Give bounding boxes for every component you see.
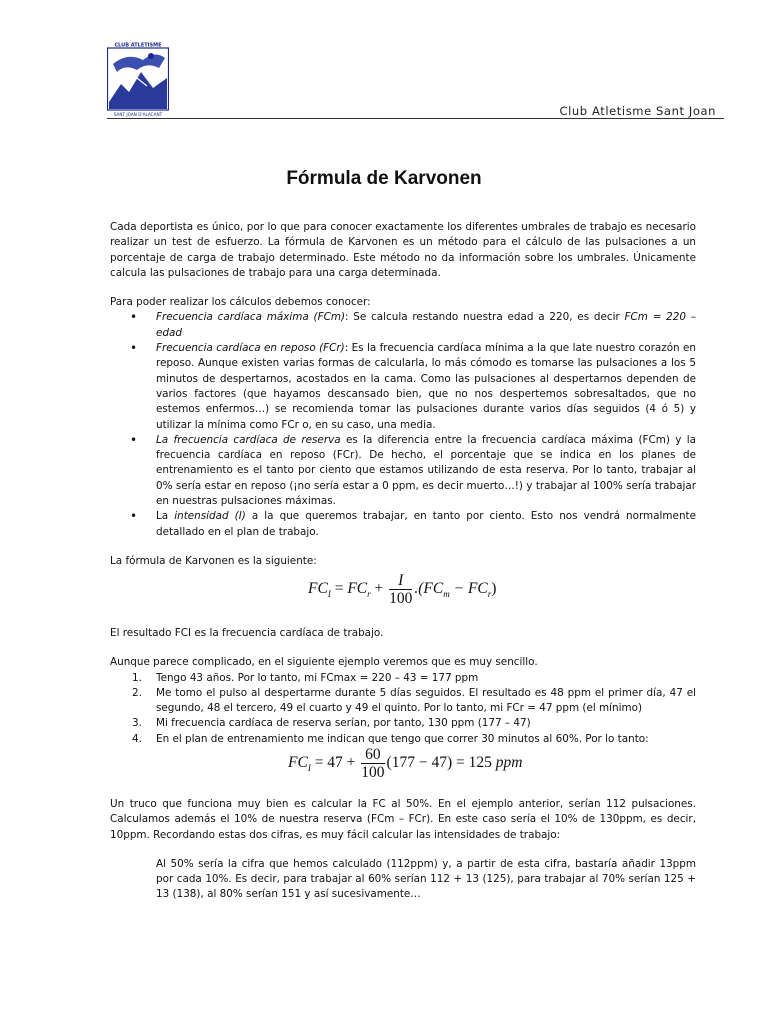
page-title: Fórmula de Karvonen (286, 168, 482, 189)
bullet-text: : Es la frecuencia cardíaca mínima a la que late nuestro corazón en reposo. Aunque existen varias formas de calcularla, lo más cómodo es tomarse las pulsaciones a los 5 minutos de despertarnos, acostados en la cama. Como las pulsaciones al despertarnos dependen de varios factores (que hayamos descansado bien, que no nos despertemos sobresaltados, que no estemos enfermos…) se recomienda tomar las pulsaciones durante varios días seguidos (4 ó 5) y utilizar la mínima como FCr o, en su caso, una media. (156, 342, 697, 431)
bullet-pre: La (156, 510, 175, 523)
trick-detail: Al 50% sería la cifra que hemos calculado (112ppm) y, a partir de esta cifra, bastaría añadir 13ppm por cada 10%. Es decir, para trabajar al 60% serían 112 + 13 (125), para trabajar al 70% serían 125 + 13 (138), al 80% serían 151 y así sucesivamente… (156, 857, 696, 901)
example-steps (110, 671, 696, 747)
list-item (110, 686, 696, 717)
fraction-denominator: 100 (389, 590, 413, 607)
list-item (110, 716, 696, 731)
formula-eq: = 47 + (314, 754, 356, 772)
intro-paragraph: Cada deportista es único, por lo que para conocer exactamente los diferentes umbrales de trabajo es necesario realizar un test de esfuerzo. La fórmula de Karvonen es un método para el cálculo de las pulsaciones a un porcentaje de carga de trabajo determinado. Este método no da información sobre los umbrales. Únicamente calcula las pulsaciones de trabajo para una carga determinada. (110, 221, 696, 279)
club-logo (107, 42, 169, 118)
step-number: 1. (132, 671, 142, 684)
formula-minus: − FC (449, 580, 488, 598)
list-item (110, 671, 696, 686)
svg-text:SANT JOAN D'ALACANT: SANT JOAN D'ALACANT (113, 112, 163, 117)
example-formula (288, 746, 522, 781)
bullet-term: Frecuencia cardíaca en reposo (FCr) (156, 342, 345, 355)
bullet-term: Frecuencia cardíaca máxima (FCm) (156, 311, 346, 324)
formula-unit: ppm (495, 754, 523, 772)
formula-intro: La fórmula de Karvonen es la siguiente: (110, 554, 317, 567)
formula-term: FC (347, 580, 368, 598)
intro-section (110, 220, 696, 569)
list-item (110, 310, 696, 341)
bullet-tail: FCm = 220 – edad (156, 311, 696, 339)
bullet-term: La frecuencia cardíaca de reserva (156, 433, 341, 446)
step-text: En el plan de entrenamiento me indican que tengo que correr 30 minutos al 60%. Por lo tanto: (156, 732, 649, 745)
step-number: 2. (132, 686, 142, 699)
formula-r-sub: r (487, 589, 492, 600)
example-section (110, 626, 696, 747)
header-club-name: Club Atletisme Sant Joan (559, 104, 716, 118)
formula-rest: (177 − 47) = 125 (386, 754, 492, 772)
fraction-numerator: 60 (361, 746, 384, 764)
fraction-denominator: 100 (361, 764, 385, 781)
formula-m-sub: m (443, 589, 450, 600)
bullet-text: : Se calcula restando nuestra edad a 220, es decir (345, 311, 625, 324)
list-item (110, 732, 696, 747)
svg-text:CLUB ATLETISME: CLUB ATLETISME (114, 42, 162, 49)
formula-term-sub: r (367, 589, 371, 600)
trick-paragraph: Un truco que funciona muy bien es calcular la FC al 50%. En el ejemplo anterior, serían 112 pulsaciones. Calculamos además el 10% de nuestra reserva (FCm – FCr). En este caso sería el 10% de 130ppm, es decir, 10ppm. Recordando estas dos cifras, es muy fácil calcular las intensidades de trabajo: (110, 798, 696, 841)
list-item (110, 433, 696, 509)
list-item (110, 509, 696, 540)
formula-fraction (389, 572, 412, 607)
step-text: Mi frecuencia cardíaca de reserva serían, por tanto, 130 ppm (177 – 47) (156, 717, 531, 730)
formula-lhs-sub: I (307, 763, 311, 774)
formula-rest: .(FC (414, 580, 444, 598)
step-number: 3. (132, 717, 142, 730)
bullet-text: es la diferencia entre la frecuencia cardíaca máxima (FCm) y la frecuencia cardíaca en reposo (FCr). De hecho, el porcentaje que se indica en los planes de entrenamiento es el tanto por ciento que estamos utilizando de esta reserva. Por lo tanto, trabajar al 0% sería estar en reposo (¡no sería estar a 0 ppm, es decir muerto…!) y trabajar al 100% sería trabajar en nuestras pulsaciones máximas. (156, 433, 696, 508)
formula-close: ) (491, 580, 497, 598)
formula-lhs-sub: I (327, 589, 331, 600)
bullet-term: intensidad (I) (174, 510, 246, 523)
formula-eq: = (334, 580, 344, 598)
fraction-numerator: I (389, 572, 412, 590)
bullet-text: a la que queremos trabajar, en tanto por ciento. Esto nos vendrá normalmente detallado en el plan de trabajo. (156, 510, 696, 538)
list-item (110, 341, 696, 433)
formula-lhs: FC (308, 580, 328, 598)
requirements-list (110, 310, 696, 539)
trick-section (110, 797, 696, 903)
step-number: 4. (132, 732, 142, 745)
header-divider (107, 118, 724, 119)
formula-lhs: FC (288, 754, 308, 772)
formula-plus: + (374, 580, 384, 598)
example-intro: Aunque parece complicado, en el siguiente ejemplo veremos que es muy sencillo. (110, 656, 538, 669)
karvonen-formula (308, 572, 496, 607)
step-text: Tengo 43 años. Por lo tanto, mi FCmax = 220 – 43 = 177 ppm (156, 671, 479, 684)
result-text: El resultado FCI es la frecuencia cardíaca de trabajo. (110, 627, 384, 639)
formula-fraction (361, 746, 384, 781)
need-intro: Para poder realizar los cálculos debemos conocer: (110, 296, 371, 309)
step-text: Me tomo el pulso al despertarme durante 5 días seguidos. El resultado es 48 ppm el primer día, 47 el segundo, 48 el tercero, 49 el cuarto y 49 el quinto. Por lo tanto, mi FCr = 47 ppm (el mínimo) (156, 686, 696, 715)
